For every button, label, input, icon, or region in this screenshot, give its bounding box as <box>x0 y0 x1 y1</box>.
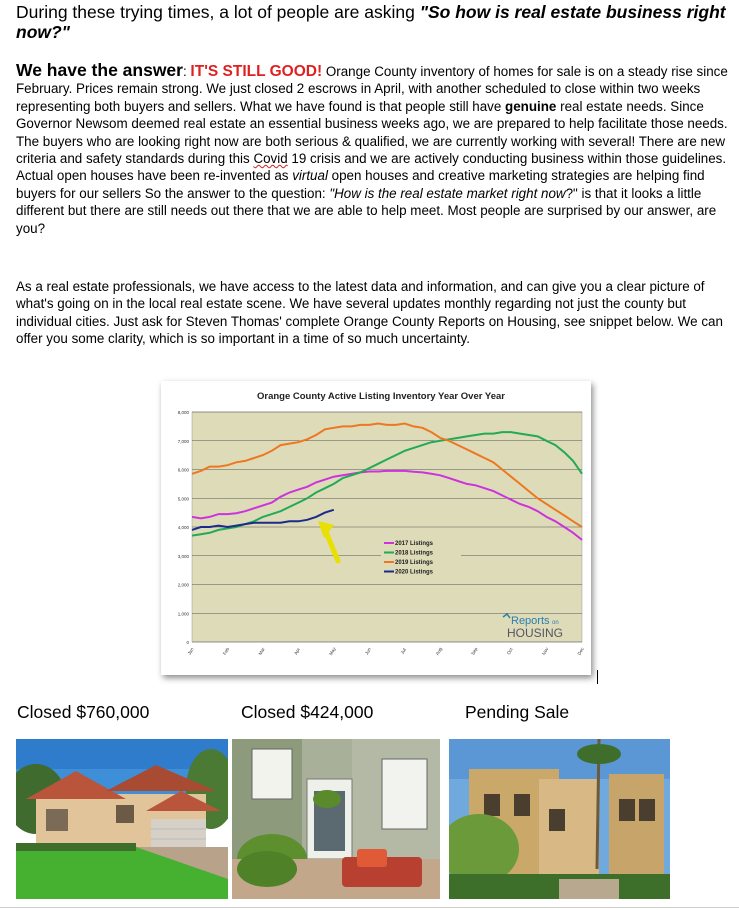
x-tick-label: Jun <box>363 646 372 656</box>
answer-text-4: open houses and creative marketing strategies are helping find buyers for our sellers So the answer to the question: <box>16 168 705 201</box>
virtual-emphasis: virtual <box>292 168 328 184</box>
photo-house-closed-760 <box>16 739 228 899</box>
caption-closed-424: Closed $424,000 <box>241 702 374 722</box>
y-tick-label: 6,000 <box>177 467 189 473</box>
x-tick-label: May <box>328 646 337 657</box>
photo-condo-pending <box>449 739 670 899</box>
still-good-highlight: IT'S STILL GOOD! <box>190 63 323 80</box>
x-tick-label: Aug <box>434 646 444 656</box>
chart-title: Orange County Active Listing Inventory Year Over Year <box>257 391 505 402</box>
paragraph-professionals: As a real estate professionals, we have access to the latest data and information, and can give you a clear picture of what's going on in the local real estate scene. We have several updates monthly regarding not just the county but individual cities. Just ask for Steven Thomas' complete Orange County Reports on Housing, see snippet below. We can offer you some clarity, which is so important in a time of so much uncertainty. <box>16 279 723 347</box>
bottom-rule <box>0 907 739 908</box>
legend-label: 2017 Listings <box>395 541 434 547</box>
logo-housing: HOUSING <box>507 626 564 640</box>
caption-pending-sale: Pending Sale <box>465 702 570 722</box>
answer-text-1: Orange County inventory of homes for sale is on a steady rise since February. Prices remain strong. We just closed 2 escrows in April, with another scheduled to close within two weeks representing both buyers and sellers. What we have found is that people still have <box>16 64 728 114</box>
x-tick-label: Nov <box>541 646 550 656</box>
answer-colon: : <box>182 64 191 79</box>
y-tick-label: 7,000 <box>177 438 189 444</box>
answer-text-2: real estate needs. Since Governor Newsom deemed real estate an essential business weeks ago, we are prepared to help facilitate those needs. The buyers who are looking right now are both serious & qualified, we are currently working with several! There are new criteria and safety standards during this <box>16 98 728 167</box>
inventory-chart <box>161 381 591 675</box>
y-tick-label: 1,000 <box>177 611 189 617</box>
inventory-chart-svg <box>161 381 591 675</box>
paragraph-answer <box>16 62 732 237</box>
y-tick-label: 5,000 <box>177 496 189 502</box>
x-tick-label: Feb <box>222 646 231 656</box>
legend-label: 2018 Listings <box>395 550 434 557</box>
x-tick-label: Mar <box>257 646 266 656</box>
x-tick-label: Dec <box>576 646 585 656</box>
answer-text-3: 19 crisis and we are actively conducting business within those guidelines. Actual open houses have been re-invented as <box>16 151 727 184</box>
chart-legend <box>381 536 461 576</box>
y-tick-label: 8,000 <box>177 410 189 415</box>
x-tick-label: Oct <box>505 646 514 656</box>
legend-label: 2020 Listings <box>395 569 434 576</box>
market-question: "How is the real estate market right now <box>329 185 566 201</box>
x-tick-label: Jul <box>399 647 408 655</box>
y-tick-label: 0 <box>186 640 189 645</box>
y-tick-labels <box>178 410 190 645</box>
genuine-emphasis: genuine <box>505 98 557 114</box>
x-tick-labels <box>187 646 586 657</box>
covid-spellcheck: Covid <box>253 151 288 167</box>
x-tick-label: Sep <box>470 646 479 656</box>
y-tick-label: 3,000 <box>177 553 189 559</box>
text-cursor <box>597 670 598 684</box>
y-tick-label: 2,000 <box>177 582 189 588</box>
headline <box>16 2 732 42</box>
legend-label: 2019 Listings <box>395 560 434 566</box>
headline-intro: During these trying times, a lot of people are asking <box>16 2 420 22</box>
logo-reports: Reports <box>511 615 550 627</box>
x-tick-label: Jan <box>186 646 195 656</box>
y-tick-label: 4,000 <box>177 525 189 530</box>
photo-patio-closed-424 <box>232 739 440 899</box>
x-tick-label: Apr <box>293 646 301 656</box>
answer-text-5: ?" is that it looks a little different but there are still needs out there that we are able to help meet. Most people are surprised by our answer, are you? <box>16 185 717 236</box>
logo-on: on <box>552 620 559 626</box>
headline-question: "So how is real estate business right now?" <box>16 2 726 42</box>
caption-closed-760: Closed $760,000 <box>17 702 150 722</box>
answer-lead: We have the answer <box>16 60 183 80</box>
